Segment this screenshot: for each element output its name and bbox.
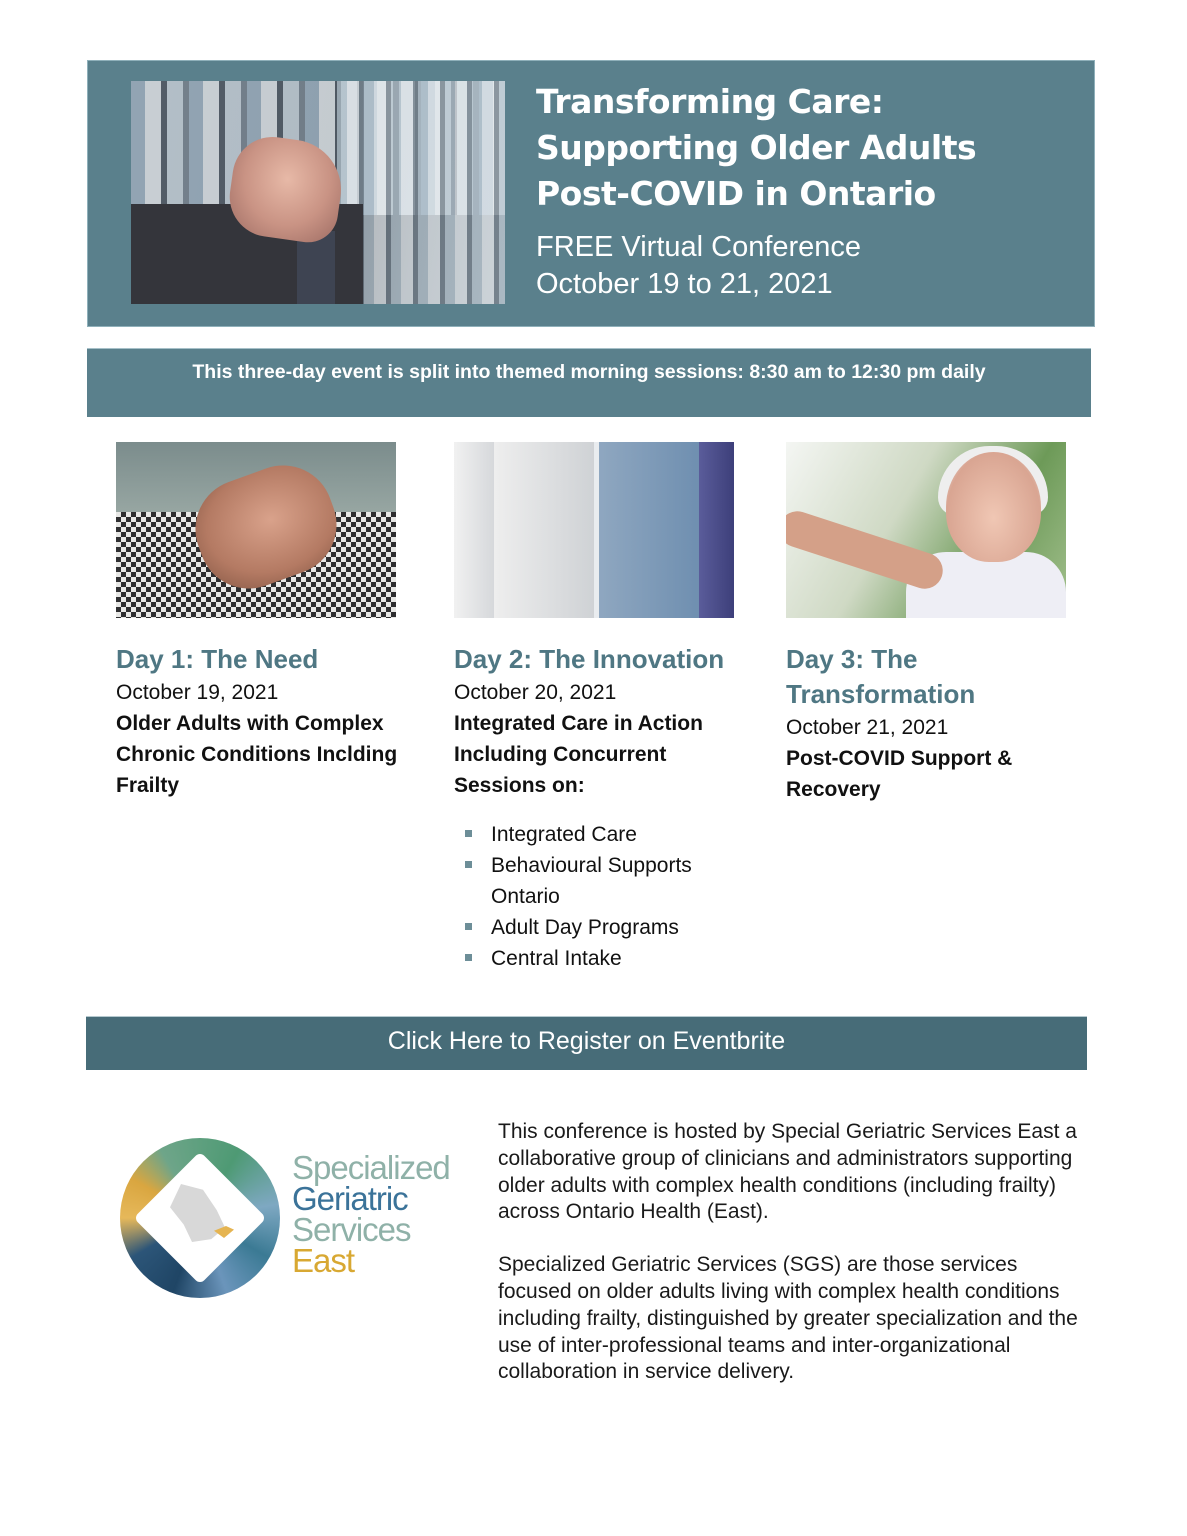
about-paragraph: Specialized Geriatric Services (SGS) are those services focused on older adults living with complex health conditions including frailty, distinguished by greater specialization and the use of inter-professional teams and inter-organizational collaboration in service delivery.	[498, 1253, 1078, 1384]
day-2-title: Day 2: The Innovation	[454, 644, 725, 674]
hero-subtitle	[536, 229, 861, 303]
register-eventbrite-button[interactable]	[86, 1016, 1087, 1070]
photo-figure	[494, 442, 594, 618]
session-label: Integrated Care	[491, 823, 637, 846]
session-item	[454, 819, 751, 850]
sgs-east-logo	[120, 1138, 480, 1300]
hero-subtitle-line: October 19 to 21, 2021	[536, 268, 833, 300]
hero-title	[536, 79, 976, 217]
day-3-theme: Post-COVID Support & Recovery	[786, 747, 1013, 801]
session-item	[454, 943, 751, 974]
about-section	[498, 1119, 1088, 1412]
about-paragraph: This conference is hosted by Special Geriatric Services East a collaborative group of clinicians and administrators supporting older adults with complex health conditions (including frailty) across Ontario Health (East).	[498, 1120, 1077, 1224]
session-item	[454, 850, 751, 912]
photo-figure	[454, 442, 494, 618]
day-1-column	[116, 442, 426, 801]
session-item	[454, 912, 751, 943]
session-label: Behavioural Supports Ontario	[491, 854, 692, 908]
schedule-banner	[87, 348, 1091, 417]
day-3-photo	[786, 442, 1066, 618]
photo-figure	[699, 442, 734, 618]
logo-word: Specialized	[292, 1149, 450, 1186]
logo-word: Geriatric	[292, 1180, 408, 1217]
day-3-title: Day 3: The Transformation	[786, 644, 976, 709]
photo-face	[946, 452, 1041, 562]
hero-title-line: Post-COVID in Ontario	[536, 174, 936, 213]
day-3-column	[786, 442, 1066, 805]
day-3-date: October 21, 2021	[786, 716, 949, 739]
session-label: Adult Day Programs	[491, 916, 679, 939]
day-2-column	[454, 442, 751, 974]
day-2-date: October 20, 2021	[454, 681, 617, 704]
photo-figure	[599, 442, 699, 618]
square-bullet-icon	[465, 954, 472, 961]
register-button-label: Click Here to Register on Eventbrite	[387, 1027, 786, 1055]
hero-header	[87, 60, 1095, 327]
day-1-photo	[116, 442, 396, 618]
schedule-banner-text: This three-day event is split into themed morning sessions: 8:30 am to 12:30 pm daily	[192, 361, 986, 383]
hero-title-line: Supporting Older Adults	[536, 128, 977, 167]
logo-word: Services	[292, 1211, 411, 1248]
session-label: Central Intake	[491, 947, 622, 970]
hero-subtitle-line: FREE Virtual Conference	[536, 231, 862, 263]
logo-word: East	[292, 1242, 355, 1279]
day-1-theme: Older Adults with Complex Chronic Conditions Inclding Frailty	[116, 712, 398, 797]
day-1-title: Day 1: The Need	[116, 644, 319, 674]
day-2-theme: Integrated Care in Action Including Concurrent Sessions on:	[454, 712, 703, 797]
day-2-session-list	[454, 819, 751, 974]
photo-caregiver-arm	[786, 507, 947, 594]
day-1-date: October 19, 2021	[116, 681, 279, 704]
hero-title-line: Transforming Care:	[536, 82, 884, 121]
logo-wordmark	[292, 1149, 450, 1279]
square-bullet-icon	[465, 861, 472, 868]
square-bullet-icon	[465, 830, 472, 837]
day-2-photo	[454, 442, 734, 618]
hero-photo	[131, 81, 505, 304]
square-bullet-icon	[465, 923, 472, 930]
